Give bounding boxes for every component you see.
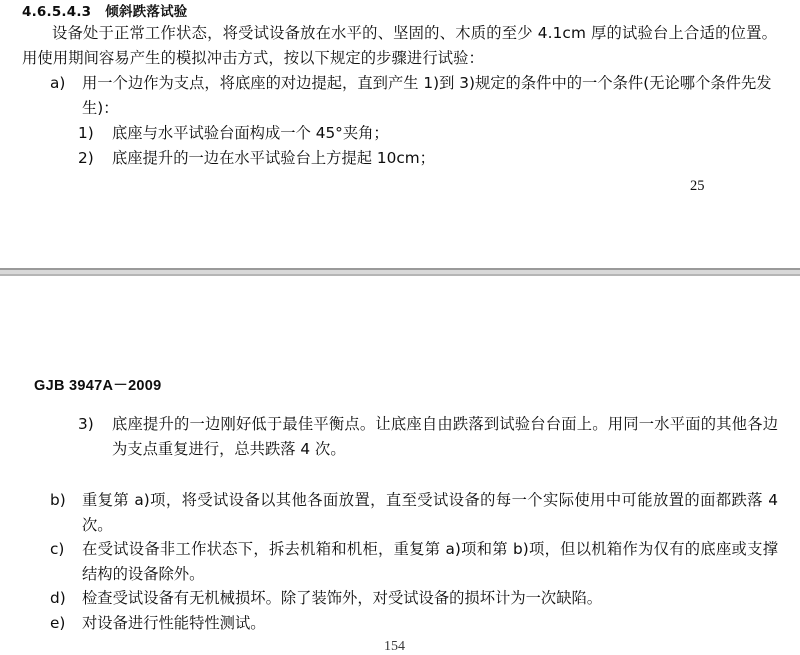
section-number: 4.6.5.4.3 bbox=[22, 4, 92, 20]
list-item-text: 对设备进行性能特性测试。 bbox=[82, 614, 266, 632]
list-item-text: 用一个边作为支点，将底座的对边提起，直到产生 1)到 3)规定的条件中的一个条件(无论哪个条件先发生)： bbox=[82, 74, 772, 117]
list-item-text: 底座提升的一边刚好低于最佳平衡点。让底座自由跌落到试验台台面上。用同一水平面的其他各边为支点重复进行，总共跌落 4 次。 bbox=[112, 415, 778, 458]
list-item bbox=[50, 488, 778, 538]
intro-paragraph: 设备处于正常工作状态，将受试设备放在水平的、坚固的、木质的至少 4.1cm 厚的试验台上合适的位置。用使用期间容易产生的模拟冲击方式，按以下规定的步骤进行试验： bbox=[22, 24, 777, 67]
list-item-marker: c) bbox=[50, 540, 65, 558]
list-item-marker: 2) bbox=[78, 149, 94, 167]
list-item bbox=[50, 537, 778, 587]
list-item bbox=[78, 121, 778, 146]
list-item-marker: 3) bbox=[78, 415, 94, 433]
page-number: 154 bbox=[384, 639, 405, 654]
list-item bbox=[50, 611, 778, 636]
list-item bbox=[78, 146, 778, 171]
document-page-bottom bbox=[0, 276, 800, 654]
list-item-marker: a) bbox=[50, 74, 66, 92]
page-separator bbox=[0, 268, 800, 276]
section-heading bbox=[22, 0, 187, 20]
standard-identifier: GJB 3947A－2009 bbox=[34, 378, 162, 394]
list-item-text: 底座与水平试验台面构成一个 45°夹角； bbox=[112, 124, 389, 142]
list-item bbox=[50, 586, 778, 611]
list-item-text: 在受试设备非工作状态下，拆去机箱和机柜，重复第 a)项和第 b)项，但以机箱作为仅有的底座或支撑结构的设备除外。 bbox=[82, 540, 778, 583]
document-page-top bbox=[0, 0, 800, 272]
list-item-text: 重复第 a)项，将受试设备以其他各面放置，直至受试设备的每一个实际使用中可能放置的面都跌落 4 次。 bbox=[82, 491, 778, 534]
page-number: 25 bbox=[690, 178, 705, 194]
list-item bbox=[50, 71, 776, 121]
list-item-text: 检查受试设备有无机械损坏。除了装饰外，对受试设备的损坏计为一次缺陷。 bbox=[82, 589, 603, 607]
list-item bbox=[78, 412, 778, 462]
section-title: 倾斜跌落试验 bbox=[105, 4, 188, 20]
list-item-marker: e) bbox=[50, 614, 66, 632]
separator-line-top bbox=[0, 268, 800, 270]
list-item-text: 底座提升的一边在水平试验台上方提起 10cm； bbox=[112, 149, 435, 167]
list-item-marker: d) bbox=[50, 589, 66, 607]
list-item-marker: 1) bbox=[78, 124, 94, 142]
list-item-marker: b) bbox=[50, 491, 66, 509]
